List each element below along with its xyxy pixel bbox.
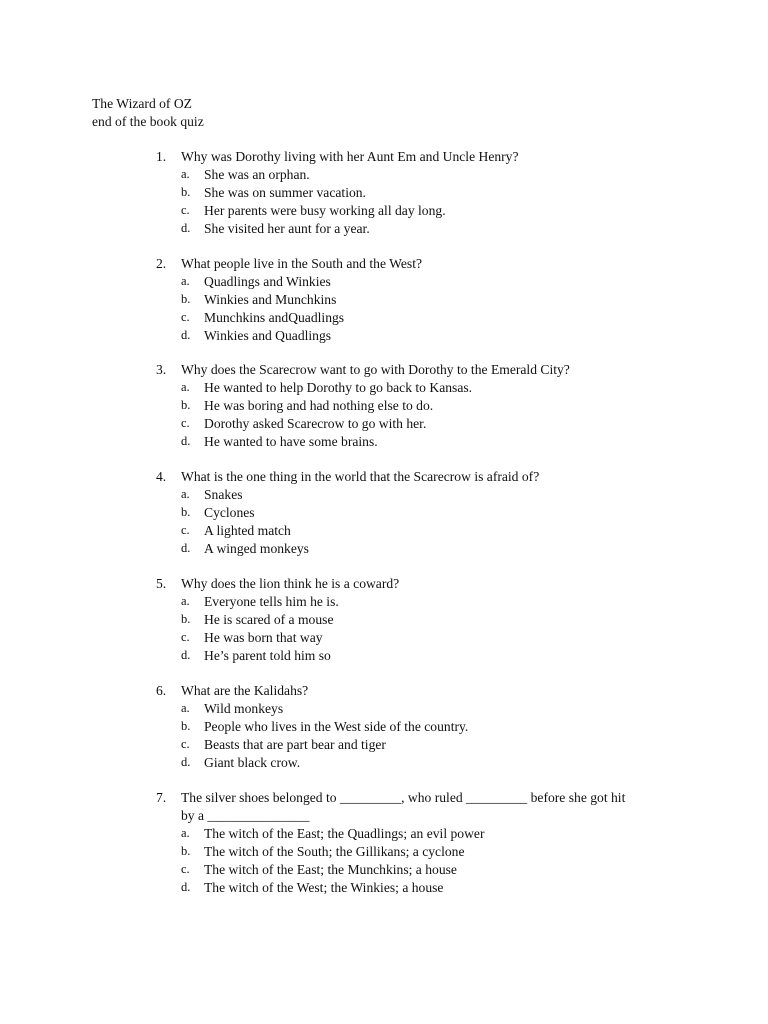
option-text: Wild monkeys [204,701,284,716]
answer-option [0,647,768,665]
option-letter: a. [181,380,190,394]
question-7 [0,789,768,897]
option-text: The witch of the West; the Winkies; a house [204,879,444,895]
option-letter: d. [181,647,191,662]
option-text: Munchkins andQuadlings [204,309,345,325]
option-letter: c. [181,522,190,537]
option-letter: c. [181,861,190,876]
answer-option [0,736,768,754]
answer-option [0,273,768,291]
option-text: He wanted to help Dorothy to go back to Kansas. [204,380,473,395]
option-text: He’s parent told him so [204,647,331,663]
answer-option [0,504,768,522]
option-text: Winkies and Munchkins [204,291,337,307]
option-letter: a. [181,701,190,715]
question-number: 5. [156,576,167,591]
question-number: 3. [156,362,167,377]
answer-option [0,540,768,558]
question-5 [0,575,768,665]
question-1 [0,148,768,238]
option-letter: c. [181,736,190,751]
answer-option [0,700,768,718]
option-letter: d. [181,433,191,448]
option-text: Giant black crow. [204,754,301,770]
option-text: Beasts that are part bear and tiger [204,736,386,752]
question-text: What are the Kalidahs? [181,683,309,698]
option-text: A lighted match [204,522,291,538]
question-text: Why does the lion think he is a coward? [181,576,400,591]
option-text: Dorothy asked Scarecrow to go with her. [204,415,427,431]
question-text: What is the one thing in the world that the Scarecrow is afraid of? [181,469,540,484]
option-text: She was on summer vacation. [204,184,366,200]
option-text: People who lives in the West side of the country. [204,718,469,734]
option-letter: c. [181,629,190,644]
answer-option [0,879,768,897]
answer-option [0,593,768,611]
question-text: What people live in the South and the West? [181,256,423,271]
answer-option [0,611,768,629]
option-letter: d. [181,879,191,894]
question-3 [0,361,768,451]
option-letter: c. [181,415,190,430]
quiz-header [92,95,204,131]
option-text: The witch of the South; the Gillikans; a cyclone [204,843,465,859]
answer-option [0,433,768,451]
option-letter: a. [181,487,190,501]
question-number: 1. [156,149,167,164]
option-letter: d. [181,327,191,342]
question-2 [0,255,768,345]
question-text: The silver shoes belonged to _________, who ruled _________ before she got hit [181,790,626,805]
answer-option [0,184,768,202]
option-text: He wanted to have some brains. [204,433,378,449]
option-letter: a. [181,594,190,608]
option-text: He is scared of a mouse [204,611,334,627]
answer-option [0,415,768,433]
question-6 [0,682,768,772]
option-text: Winkies and Quadlings [204,327,332,343]
document-title: The Wizard of OZ [92,96,192,111]
option-text: Quadlings and Winkies [204,274,331,289]
option-letter: b. [181,611,191,626]
option-letter: b. [181,718,191,733]
question-number: 2. [156,256,167,271]
answer-option [0,220,768,238]
option-letter: d. [181,540,191,555]
answer-option [0,202,768,220]
answer-option [0,754,768,772]
option-text: He was born that way [204,629,323,645]
answer-option [0,327,768,345]
question-4 [0,468,768,558]
answer-option [0,166,768,184]
option-text: He was boring and had nothing else to do. [204,397,434,413]
question-text: Why does the Scarecrow want to go with Dorothy to the Emerald City? [181,362,570,377]
answer-option [0,522,768,540]
answer-option [0,861,768,879]
option-letter: a. [181,274,190,288]
option-text: Her parents were busy working all day long. [204,202,446,218]
question-number: 6. [156,683,167,698]
question-text-continued: by a _______________ [181,808,310,823]
option-letter: d. [181,220,191,235]
option-text: The witch of the East; the Munchkins; a house [204,861,457,877]
answer-option [0,486,768,504]
question-number: 7. [156,790,167,805]
option-letter: b. [181,291,191,306]
answer-option [0,629,768,647]
document-subtitle: end of the book quiz [92,113,204,129]
option-text: A winged monkeys [204,540,309,556]
option-letter: b. [181,397,191,412]
option-letter: d. [181,754,191,769]
option-letter: a. [181,826,190,840]
option-letter: b. [181,504,191,519]
option-text: Snakes [204,487,243,502]
answer-option [0,291,768,309]
option-text: She was an orphan. [204,167,310,182]
option-letter: c. [181,309,190,324]
answer-option [0,825,768,843]
option-letter: b. [181,843,191,858]
option-letter: a. [181,167,190,181]
answer-option [0,379,768,397]
option-text: Cyclones [204,504,255,520]
answer-option [0,718,768,736]
option-text: Everyone tells him he is. [204,594,339,609]
answer-option [0,309,768,327]
question-text: Why was Dorothy living with her Aunt Em and Uncle Henry? [181,149,519,164]
answer-option [0,843,768,861]
answer-option [0,397,768,415]
option-letter: b. [181,184,191,199]
option-text: She visited her aunt for a year. [204,220,370,236]
option-text: The witch of the East; the Quadlings; an evil power [204,826,485,841]
question-number: 4. [156,469,167,484]
option-letter: c. [181,202,190,217]
